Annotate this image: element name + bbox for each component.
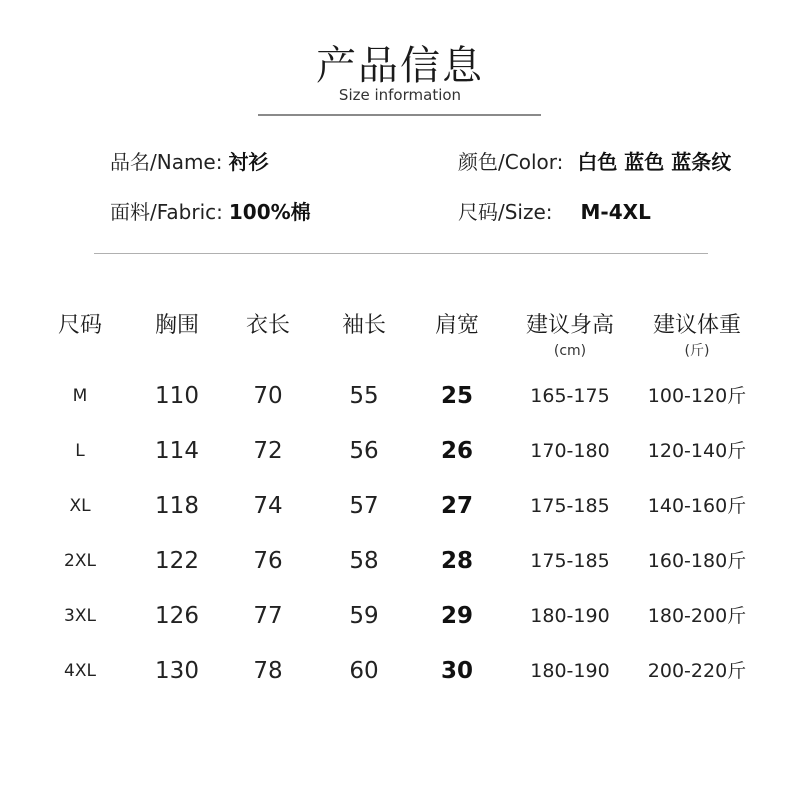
info-size (458, 198, 651, 226)
page-title: 产品信息 (316, 43, 484, 89)
table-cell-weight: 120-140斤 (647, 440, 747, 462)
table-cell-sleeve: 55 (349, 383, 379, 409)
table-cell-shoulder: 28 (440, 548, 473, 574)
column-header-unit: (斤) (684, 343, 710, 359)
table-cell-sleeve: 57 (349, 493, 379, 519)
table-cell-weight: 100-120斤 (647, 385, 747, 407)
info-size-label: 尺码/Size: (458, 200, 553, 224)
column-header-label: 建议体重 (652, 313, 741, 338)
table-cell-shoulder: 25 (440, 383, 473, 409)
table-cell-height: 175-185 (530, 550, 610, 572)
table-cell-chest: 130 (155, 658, 199, 684)
title-divider (258, 114, 541, 116)
info-fabric-value: 100%棉 (228, 200, 311, 224)
table-cell-size: 2XL (64, 551, 96, 571)
column-header-label: 胸围 (154, 313, 199, 338)
table-cell-length: 70 (253, 383, 283, 409)
info-color-value: 白色 蓝色 蓝条纹 (577, 150, 732, 174)
table-cell-size: 4XL (64, 661, 96, 681)
info-name-label: 品名/Name: (110, 150, 223, 174)
column-header-label: 尺码 (57, 313, 102, 338)
column-header-weight (627, 311, 767, 360)
table-cell-chest: 122 (155, 548, 199, 574)
table-cell-length: 77 (253, 603, 283, 629)
info-color (458, 148, 731, 176)
info-color-label: 颜色/Color: (458, 150, 564, 174)
table-cell-height: 165-175 (530, 385, 610, 407)
table-cell-shoulder: 26 (440, 438, 473, 464)
info-name (110, 148, 268, 176)
table-cell-sleeve: 58 (349, 548, 379, 574)
info-divider (94, 253, 708, 254)
table-cell-height: 175-185 (530, 495, 610, 517)
column-header-height (500, 311, 640, 360)
table-cell-length: 78 (253, 658, 283, 684)
table-cell-size: L (75, 441, 85, 461)
table-cell-height: 170-180 (530, 440, 610, 462)
info-fabric (110, 198, 311, 226)
table-cell-weight: 180-200斤 (647, 605, 747, 627)
column-header-label: 衣长 (245, 313, 290, 338)
table-cell-height: 180-190 (530, 605, 610, 627)
info-size-value: M-4XL (580, 200, 651, 224)
table-cell-chest: 110 (155, 383, 199, 409)
table-cell-chest: 118 (155, 493, 199, 519)
table-cell-shoulder: 29 (440, 603, 473, 629)
table-cell-weight: 140-160斤 (647, 495, 747, 517)
column-header-label: 建议身高 (525, 313, 614, 338)
column-header-label: 袖长 (341, 313, 386, 338)
column-header-label: 肩宽 (434, 313, 479, 338)
table-cell-height: 180-190 (530, 660, 610, 682)
column-header-unit: (cm) (553, 343, 587, 359)
table-cell-size: M (72, 386, 88, 406)
table-cell-length: 76 (253, 548, 283, 574)
table-cell-shoulder: 30 (440, 658, 473, 684)
table-cell-chest: 126 (155, 603, 199, 629)
table-cell-size: 3XL (64, 606, 96, 626)
info-name-value: 衬衫 (228, 150, 269, 174)
table-cell-length: 72 (253, 438, 283, 464)
table-cell-length: 74 (253, 493, 283, 519)
table-cell-chest: 114 (155, 438, 199, 464)
info-fabric-label: 面料/Fabric: (110, 200, 223, 224)
page-subtitle: Size information (338, 86, 462, 104)
table-cell-shoulder: 27 (440, 493, 473, 519)
table-cell-sleeve: 56 (349, 438, 379, 464)
table-cell-size: XL (69, 496, 91, 516)
table-cell-weight: 200-220斤 (647, 660, 747, 682)
table-cell-sleeve: 60 (349, 658, 379, 684)
table-cell-weight: 160-180斤 (647, 550, 747, 572)
table-cell-sleeve: 59 (349, 603, 379, 629)
